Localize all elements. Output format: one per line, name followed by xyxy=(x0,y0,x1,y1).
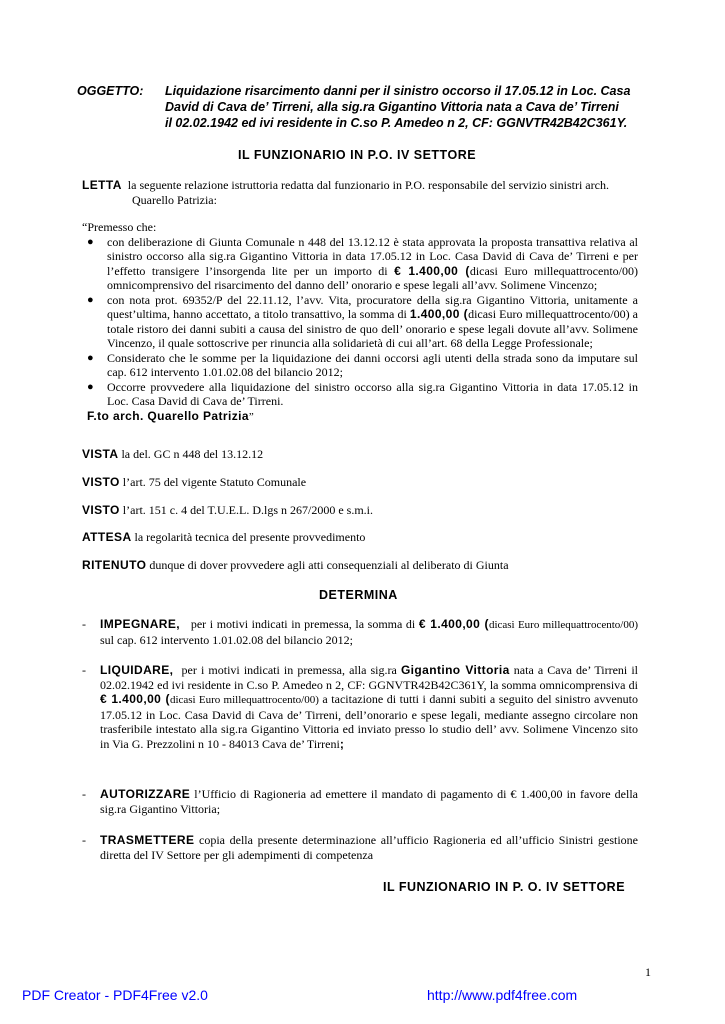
premesso-signature: F.to arch. Quarello Patrizia xyxy=(87,408,249,423)
close-quote: ” xyxy=(248,410,254,423)
consideration-visto-statuto: VISTO l’art. 75 del vigente Statuto Comunale xyxy=(82,475,307,489)
subject-line-1: Liquidazione risarcimento danni per il sinistro occorso il 17.05.12 in Loc. Casa xyxy=(165,84,631,98)
list-item: ● Occorre provvedere alla liquidazione del sinistro occorso alla sig.ra Gigantino Vittoria in data 17.05.12 in Loc. Casa David di Cava de’ Tirreni. xyxy=(87,379,638,408)
list-item: ● con deliberazione di Giunta Comunale n 448 del 13.12.12 è stata approvata la proposta transattiva relativa al sinistro occorso alla sig.ra Gigantino Vittoria in data 17.05.12 in Loc. Casa David di Cava de’ Tirreni e per l’effetto transigere l’insorgenda lite per un importo di € 1.400,00 (dicasi Euro millequattrocento/00) omnicomprensivo del risarcimento del danno dell’ onorario e spese legali all’avv. Solimene Vincenzo; xyxy=(87,234,638,292)
subject-line-2: David di Cava de’ Tirreni, alla sig.ra Gigantino Vittoria nata a Cava de’ Tirreni xyxy=(165,100,619,114)
list-item: ● Considerato che le somme per la liquidazione dei danni occorsi agli utenti della strada sono da imputare sul cap. 612 intervento 1.01.02.08 del bilancio 2012; xyxy=(87,350,638,379)
determina-trasmettere: - TRASMETTERE copia della presente determinazione all’ufficio Ragioneria ed all’ufficio Sinistri gestione diretta del IV Settore per gli adempimenti di competenza xyxy=(82,833,638,862)
footer-url-link[interactable]: http://www.pdf4free.com xyxy=(427,987,578,1003)
determina-liquidare: - LIQUIDARE, per i motivi indicati in premessa, alla sig.ra Gigantino Vittoria nata a Cava de’ Tirreni il 02.02.1942 ed ivi residente in C.so P. Amedeo n 2, CF: GGNVTR42B42C361Y, la somma omnicomprensiva di € 1.400,00 (dicasi Euro millequattrocento/00) a tacitazione di tutti i danni subiti a seguito del sinistro avvenuto 17.05.12 in Loc. Casa David di Cava de’ Tirreni, dell’onorario e spese legali, mediante assegno circolare non trasferibile intestato alla sig.ra Gigantino Vittoria ed inviato presso lo studio dell’ avv. Solimene Vincenzo sito in Via G. Prezzolini n 10 - 84013 Cava de’ Tirreni; xyxy=(82,663,639,751)
list-item: ● con nota prot. 69352/P del 22.11.12, l’avv. Vita, procuratore della sig.ra Gigantino Vittoria, unitamente a quest’ultima, hanno accettato, a titolo transattivo, la somma di 1.400,00 (dicasi Euro millequattrocento/00) a totale ristoro dei danni subiti a causa del sinistro de quo dell’ onorario e spese legali dovute all’avv. Solimene Vincenzo, il quale sottoscrive per rinuncia alla solidarietà di cui all’art. 68 della Legge Professionale; xyxy=(87,292,638,350)
consideration-attesa: ATTESA la regolarità tecnica del presente provvedimento xyxy=(82,530,366,544)
consideration-visto-tuel: VISTO l’art. 151 c. 4 del T.U.E.L. D.lgs n 267/2000 e s.m.i. xyxy=(82,503,373,517)
subject-line-3: il 02.02.1942 ed ivi residente in C.so P. Amedeo n 2, CF: GGNVTR42B42C361Y. xyxy=(165,116,628,130)
premesso-list xyxy=(82,235,638,409)
subject-block xyxy=(77,83,652,131)
premesso-intro: “Premesso che: xyxy=(82,220,157,234)
premesso-section xyxy=(82,220,638,424)
consideration-ritenuto: RITENUTO dunque di dover provvedere agli atti consequenziali al deliberato di Giunta xyxy=(82,558,509,572)
determina-autorizzare: - AUTORIZZARE l’Ufficio di Ragioneria ad emettere il mandato di pagamento di € 1.400,00 in favore della sig.ra Gigantino Vittoria; xyxy=(82,787,638,816)
footer-creator-link[interactable]: PDF Creator - PDF4Free v2.0 xyxy=(22,987,208,1003)
determina-impegnare: - IMPEGNARE, per i motivi indicati in premessa, la somma di € 1.400,00 (dicasi Euro millequattrocento/00) sul cap. 612 intervento 1.01.02.08 del bilancio 2012; xyxy=(82,617,638,647)
letta-text: la seguente relazione istruttoria redatta dal funzionario in P.O. responsabile del servizio sinistri arch. Quarello Patrizia: xyxy=(127,178,609,207)
letta-keyword: LETTA xyxy=(82,178,122,192)
subject-label: OGGETTO: xyxy=(77,84,144,98)
heading-determina: DETERMINA xyxy=(319,588,398,602)
signature-heading: IL FUNZIONARIO IN P. O. IV SETTORE xyxy=(383,880,626,894)
page-number: 1 xyxy=(645,965,651,979)
letta-paragraph xyxy=(82,178,638,207)
heading-funzionario: IL FUNZIONARIO IN P.O. IV SETTORE xyxy=(238,148,477,162)
consideration-vista: VISTA la del. GC n 448 del 13.12.12 xyxy=(82,447,264,461)
